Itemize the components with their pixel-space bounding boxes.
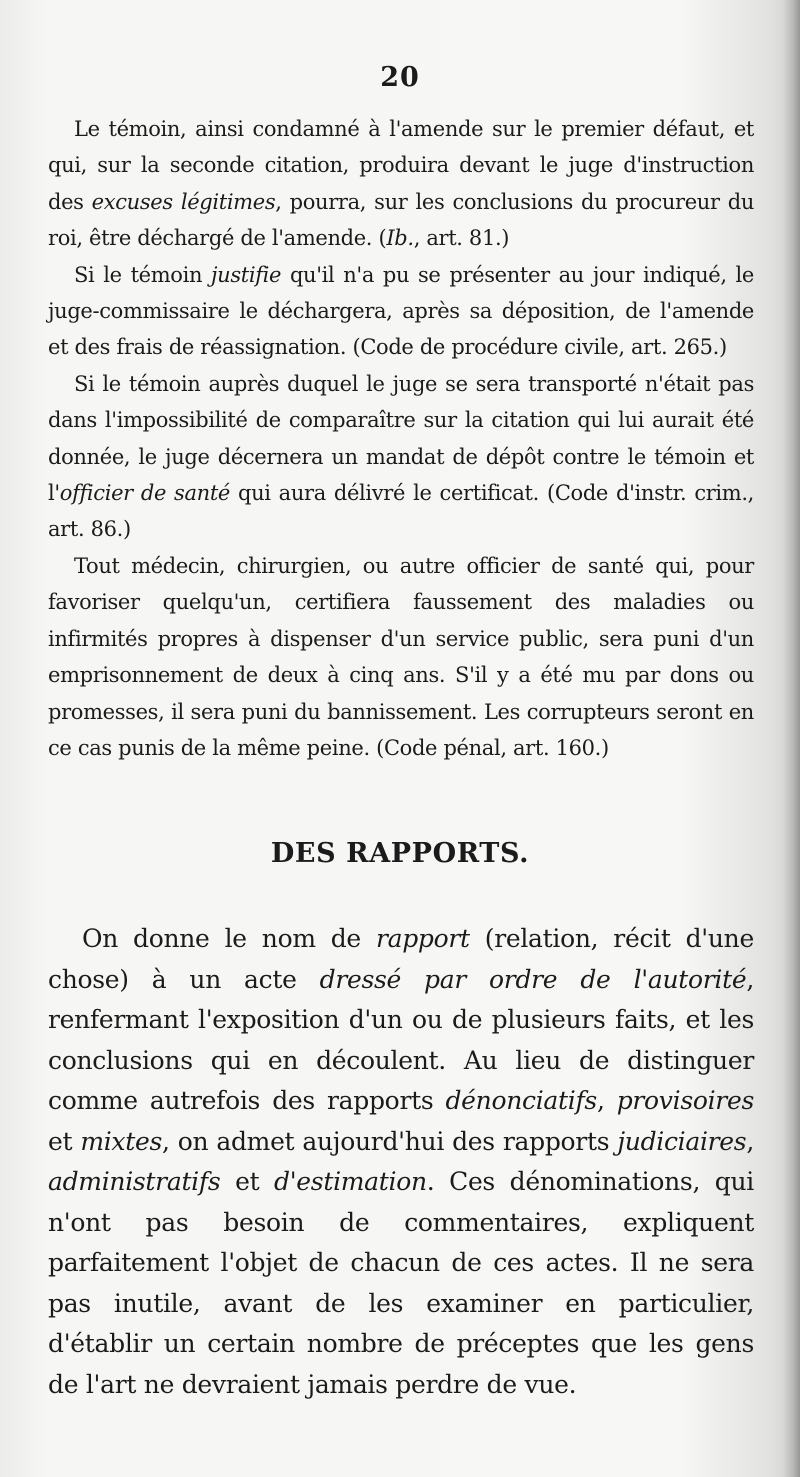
paragraph-false-certificate: [48, 548, 754, 766]
italic-run: administratifs: [48, 1167, 221, 1196]
text-run: et: [220, 1167, 275, 1196]
paragraph-rapport-definition: [48, 919, 754, 1405]
text-run: qui aura délivré le certificat. (Code d'instr. crim., art. 86.): [48, 481, 755, 542]
italic-run: dressé par ordre de l'autorité: [319, 964, 747, 994]
italic-run: excuses légitimes: [91, 189, 276, 214]
page-number: 20: [380, 62, 420, 93]
bottom-text-block: [48, 919, 754, 1405]
italic-run: officier de santé: [59, 481, 230, 506]
italic-run: dénonciatifs: [445, 1086, 597, 1115]
paragraph-judge-transport: [48, 366, 754, 548]
top-text-block: [48, 111, 754, 766]
italic-run: d'estimation: [274, 1167, 427, 1196]
text-run: , pourra, sur les conclusions du procureur du roi, être déchargé de l'amende. (: [48, 189, 754, 251]
page-edge-shadow: [782, 0, 800, 1477]
italic-run: justifie: [211, 262, 282, 287]
paragraph-witness-justifies: [48, 257, 754, 366]
text-run: (relation, récit d'une chose) à un acte: [48, 924, 754, 994]
italic-run: rapport: [375, 924, 470, 953]
text-run: , art. 81.): [413, 226, 510, 251]
text-run: On donne le nom de: [82, 924, 376, 953]
text-run: Tout médecin, chirurgien, ou autre officier de santé qui, pour favoriser quelqu'un, certifiera faussement des maladies ou infirmités propres à dispenser d'un service public, sera puni d'un emprisonnement de deux à cinq ans. S'il y a été mu par dons ou promesses, il sera puni du bannissement. Les corrupteurs seront en ce cas punis de la même peine. (Code pénal, art. 160.): [48, 553, 754, 760]
text-run: Si le témoin: [74, 262, 211, 287]
text-run: ,: [746, 1126, 754, 1156]
text-run: , renfermant l'exposition d'un ou de plusieurs faits, et les conclusions qui en découlent. Au lieu de distinguer comme autrefois des rapports: [48, 964, 754, 1115]
text-run: . Ces dénominations, qui n'ont pas besoin de commentaires, expliquent parfaitement l'objet de chacun de ces actes. Il ne sera pas inutile, avant de les examiner en particulier, d'établir un certain nombre de préceptes que les gens de l'art ne devraient jamais perdre de vue.: [48, 1167, 754, 1399]
text-run: Le témoin, ainsi condamné à l'amende sur le premier défaut, et qui, sur la seconde citation, produira devant le juge d'instruction des: [48, 117, 754, 214]
text-run: et: [48, 1126, 81, 1156]
italic-run: mixtes: [80, 1126, 162, 1156]
text-run: Si le témoin auprès duquel le juge se sera transporté n'était pas dans l'impossibilité de comparaître sur la citation qui lui aurait été donnée, le juge décernera un mandat de dépôt contre le témoin et l': [48, 371, 754, 506]
italic-run: provisoires: [616, 1086, 754, 1115]
italic-run: Ib.: [386, 226, 414, 251]
italic-run: judiciaires: [617, 1126, 747, 1156]
section-heading: DES RAPPORTS.: [270, 838, 530, 869]
text-run: , on admet aujourd'hui des rapports: [162, 1126, 618, 1156]
paragraph-witness-fine: [48, 111, 754, 257]
text-run: qu'il n'a pu se présenter au jour indiqué, le juge-commissaire le déchargera, après sa déposition, de l'amende et des frais de réassignation. (Code de procédure civile, art. 265.): [48, 262, 754, 360]
text-run: ,: [596, 1086, 617, 1115]
